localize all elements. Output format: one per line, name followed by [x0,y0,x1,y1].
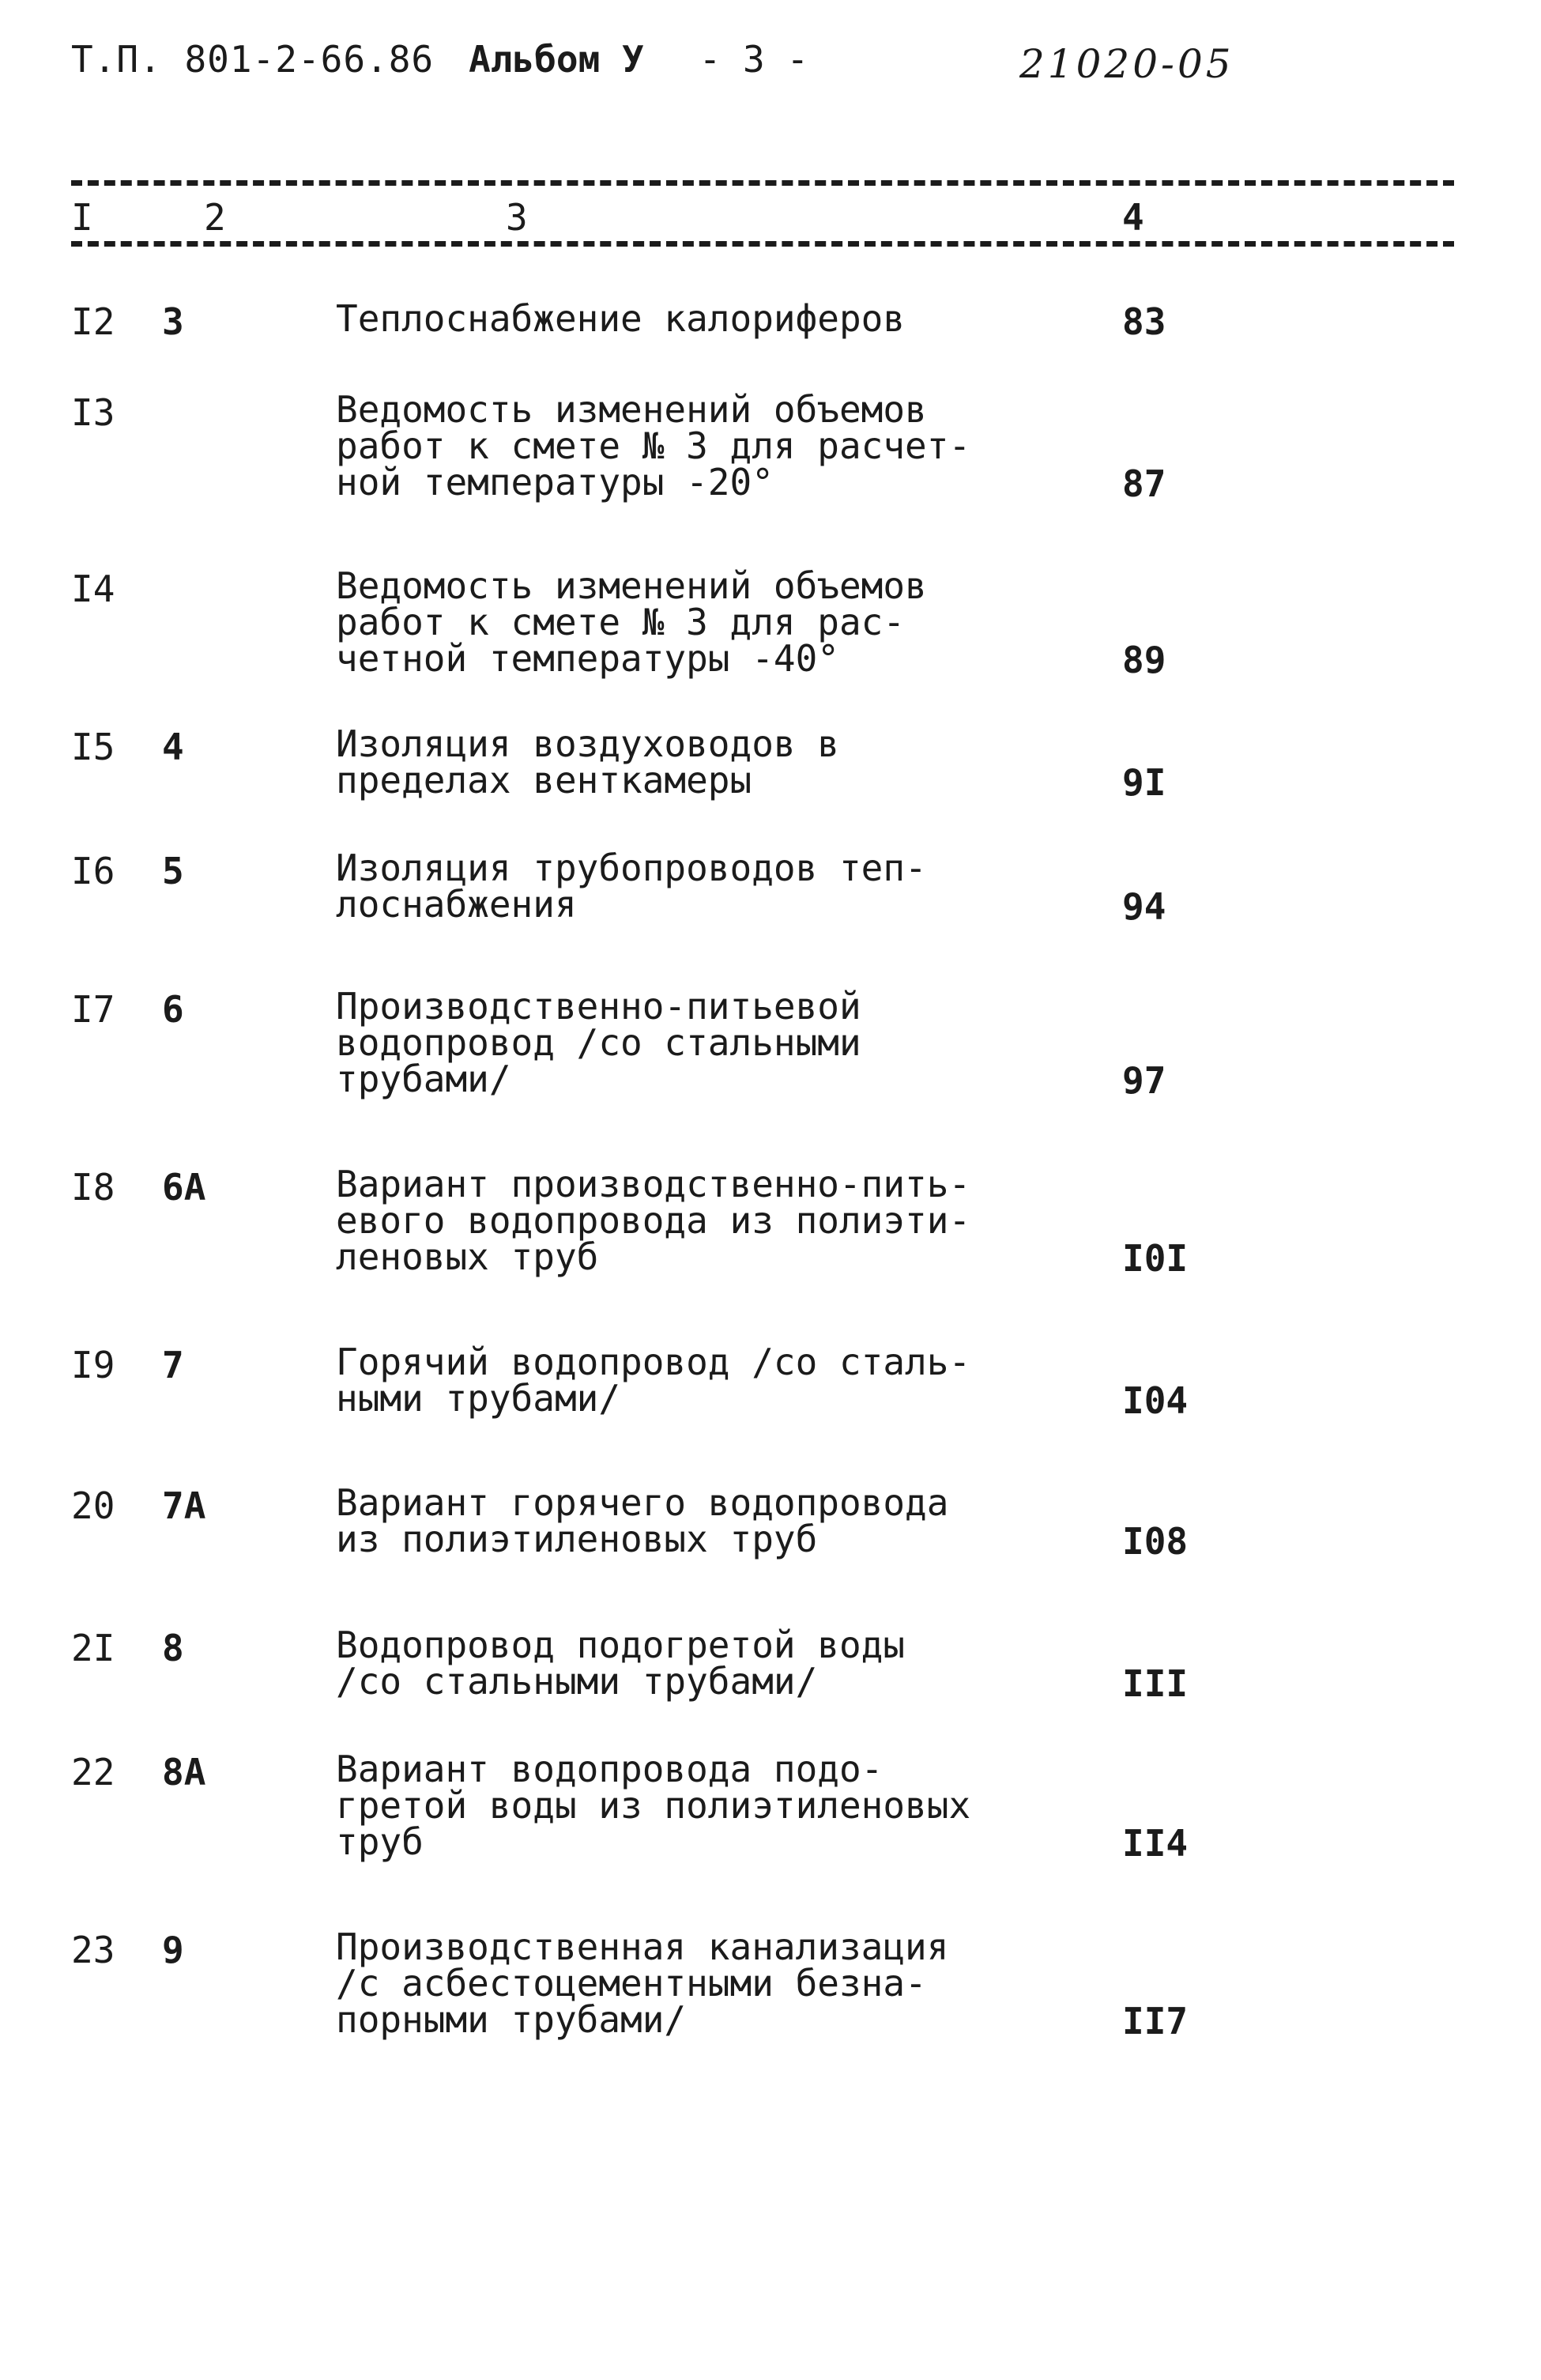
row-number: 6 [162,988,184,1031]
row-number: 7 [162,1344,184,1386]
row-page: II4 [1122,1822,1189,1865]
handwritten-number: 21020-05 [1019,41,1234,87]
row-page: 94 [1122,885,1166,928]
row-title: Ведомость изменений объемов работ к смете № 3 для рас- четной температуры -40° [336,564,927,680]
column-header-3: 3 [506,196,528,239]
row-index: 20 [71,1484,115,1527]
row-index: I2 [71,300,115,343]
row-title: Производственно-питьевой водопровод /со стальными трубами/ [336,985,861,1100]
row-number: 4 [162,726,184,768]
row-title: Изоляция воздуховодов в пределах венткамеры [336,722,839,802]
row-index: I7 [71,988,115,1031]
document-header [71,38,808,81]
row-index: 2I [71,1627,115,1669]
table-header-rule [71,241,1454,247]
album-label: Альбом У [469,38,644,81]
row-title: Горячий водопровод /со сталь- ными трубами/ [336,1341,971,1420]
column-header-2: 2 [204,196,226,239]
row-title: Вариант производственно-пить- евого водопровода из полиэти- леновых труб [336,1163,971,1278]
row-title: Ведомость изменений объемов работ к смете № 3 для расчет- ной температуры -20° [336,388,971,504]
row-index: I8 [71,1166,115,1209]
row-number: 7А [162,1484,206,1527]
row-page: 97 [1122,1059,1166,1102]
row-number: 8 [162,1627,184,1669]
row-number: 6А [162,1166,206,1209]
row-page: 89 [1122,639,1166,681]
row-index: I4 [71,568,115,610]
page-number: - 3 - [699,38,809,81]
row-page: III [1122,1662,1189,1705]
row-number: 3 [162,300,184,343]
row-index: 23 [71,1929,115,1971]
row-page: I0I [1122,1237,1189,1280]
row-index: I9 [71,1344,115,1386]
row-number: 5 [162,850,184,892]
column-header-4: 4 [1122,196,1144,239]
document-code: Т.П. 801-2-66.86 [71,38,435,81]
row-page: I04 [1122,1379,1189,1422]
row-page: II7 [1122,2000,1189,2042]
row-number: 8А [162,1751,206,1793]
row-page: 9I [1122,761,1166,804]
column-header-1: I [71,196,93,239]
row-page: 87 [1122,462,1166,505]
row-page: 83 [1122,300,1166,343]
row-title: Вариант горячего водопровода из полиэтиленовых труб [336,1481,949,1560]
row-title: Теплоснабжение калориферов [336,297,906,340]
row-number: 9 [162,1929,184,1971]
row-title: Вариант водопровода подо- гретой воды из полиэтиленовых труб [336,1748,971,1863]
row-page: I08 [1122,1520,1189,1563]
row-title: Изоляция трубопроводов теп- лоснабжения [336,847,927,926]
row-index: I5 [71,726,115,768]
table-top-rule [71,180,1454,186]
row-title: Водопровод подогретой воды /со стальными трубами/ [336,1624,906,1703]
row-index: 22 [71,1751,115,1793]
row-index: I6 [71,850,115,892]
row-index: I3 [71,391,115,434]
row-title: Производственная канализация /с асбестоцементными безна- порными трубами/ [336,1925,949,2041]
